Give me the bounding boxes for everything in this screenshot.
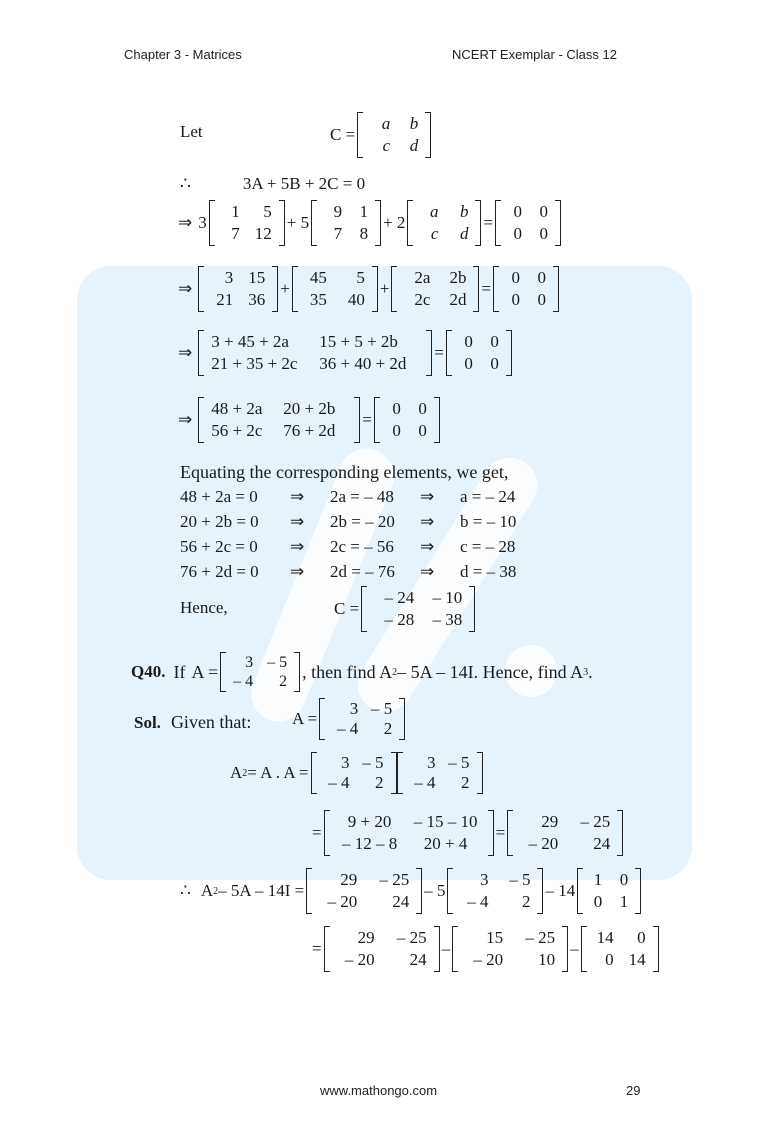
step-3: ⇒ 3 + 45 + 2a 15 + 5 + 2b 21 + 35 + 2c 36 + 40 + 2d = 0 0 0 0 — [178, 330, 514, 376]
therefore-line: ∴ 3A + 5B + 2C = 0 — [180, 174, 366, 193]
let-label: Let — [180, 122, 203, 141]
solve-row-b: 20 + 2b = 0 ⇒ 2b = – 20 ⇒ b = – 10 — [180, 512, 517, 531]
c-definition — [330, 112, 433, 158]
question-label: Q40. — [131, 662, 166, 681]
given-a: A = 3 – 5 – 4 2 — [292, 698, 407, 740]
solve-row-d: 76 + 2d = 0 ⇒ 2d = – 76 ⇒ d = – 38 — [180, 562, 517, 581]
solution-label: Sol. — [134, 712, 161, 732]
question-40: Q40. If A = 3 – 5 – 4 2 , then find A 2 – 5A – 14I. Hence, find A 3 . — [131, 654, 593, 690]
hence-label: Hence, — [180, 598, 228, 617]
c-result: C = – 24 – 10 – 28 – 38 — [334, 586, 477, 632]
step-2: ⇒ 3 15 21 36 + 45 5 35 40 + 2a 2b 2c 2d = 0 0 0 0 — [178, 266, 561, 312]
solution-line: Sol. Given that: — [134, 712, 252, 732]
a-squared-expand: = 9 + 20 – 15 – 10 – 12 – 8 20 + 4 = 29 – 25 – 20 24 — [312, 810, 625, 856]
matrix-c: a b c d — [357, 112, 431, 158]
solve-row-a: 48 + 2a = 0 ⇒ 2a = – 48 ⇒ a = – 24 — [180, 487, 516, 506]
equation-1: 3A + 5B + 2C = 0 — [242, 174, 366, 193]
implies-arrow: ⇒ — [178, 213, 193, 232]
final-line-1: ∴ A 2 – 5A – 14I = 29 – 25 – 20 24 – 5 3 – 5 – 4 2 – 14 1 0 0 1 — [180, 868, 643, 914]
step-4: ⇒ 48 + 2a 20 + 2b 56 + 2c 76 + 2d = 0 0 0 0 — [178, 397, 442, 443]
equating-text: Equating the corresponding elements, we get, — [180, 462, 509, 482]
book-title: NCERT Exemplar - Class 12 — [452, 47, 617, 62]
website-link[interactable]: www.mathongo.com — [320, 1083, 438, 1098]
page-number: 29 — [626, 1083, 641, 1098]
final-line-2: = 29 – 25 – 20 24 – 15 – 25 – 20 10 – 14 0 0 14 — [312, 926, 661, 972]
let-line — [180, 122, 203, 142]
step-1: ⇒ 3 1 5 7 12 + 5 9 1 7 8 + 2 a b c d = 0 0 0 0 — [178, 200, 563, 246]
c-lhs: C = — [330, 125, 356, 144]
a-squared-line: A 2 = A . A = 3 – 5 – 4 2 3 – 5 – 4 2 — [230, 752, 485, 794]
chapter-title: Chapter 3 - Matrices — [124, 47, 242, 62]
solve-row-c: 56 + 2c = 0 ⇒ 2c = – 56 ⇒ c = – 28 — [180, 537, 516, 556]
